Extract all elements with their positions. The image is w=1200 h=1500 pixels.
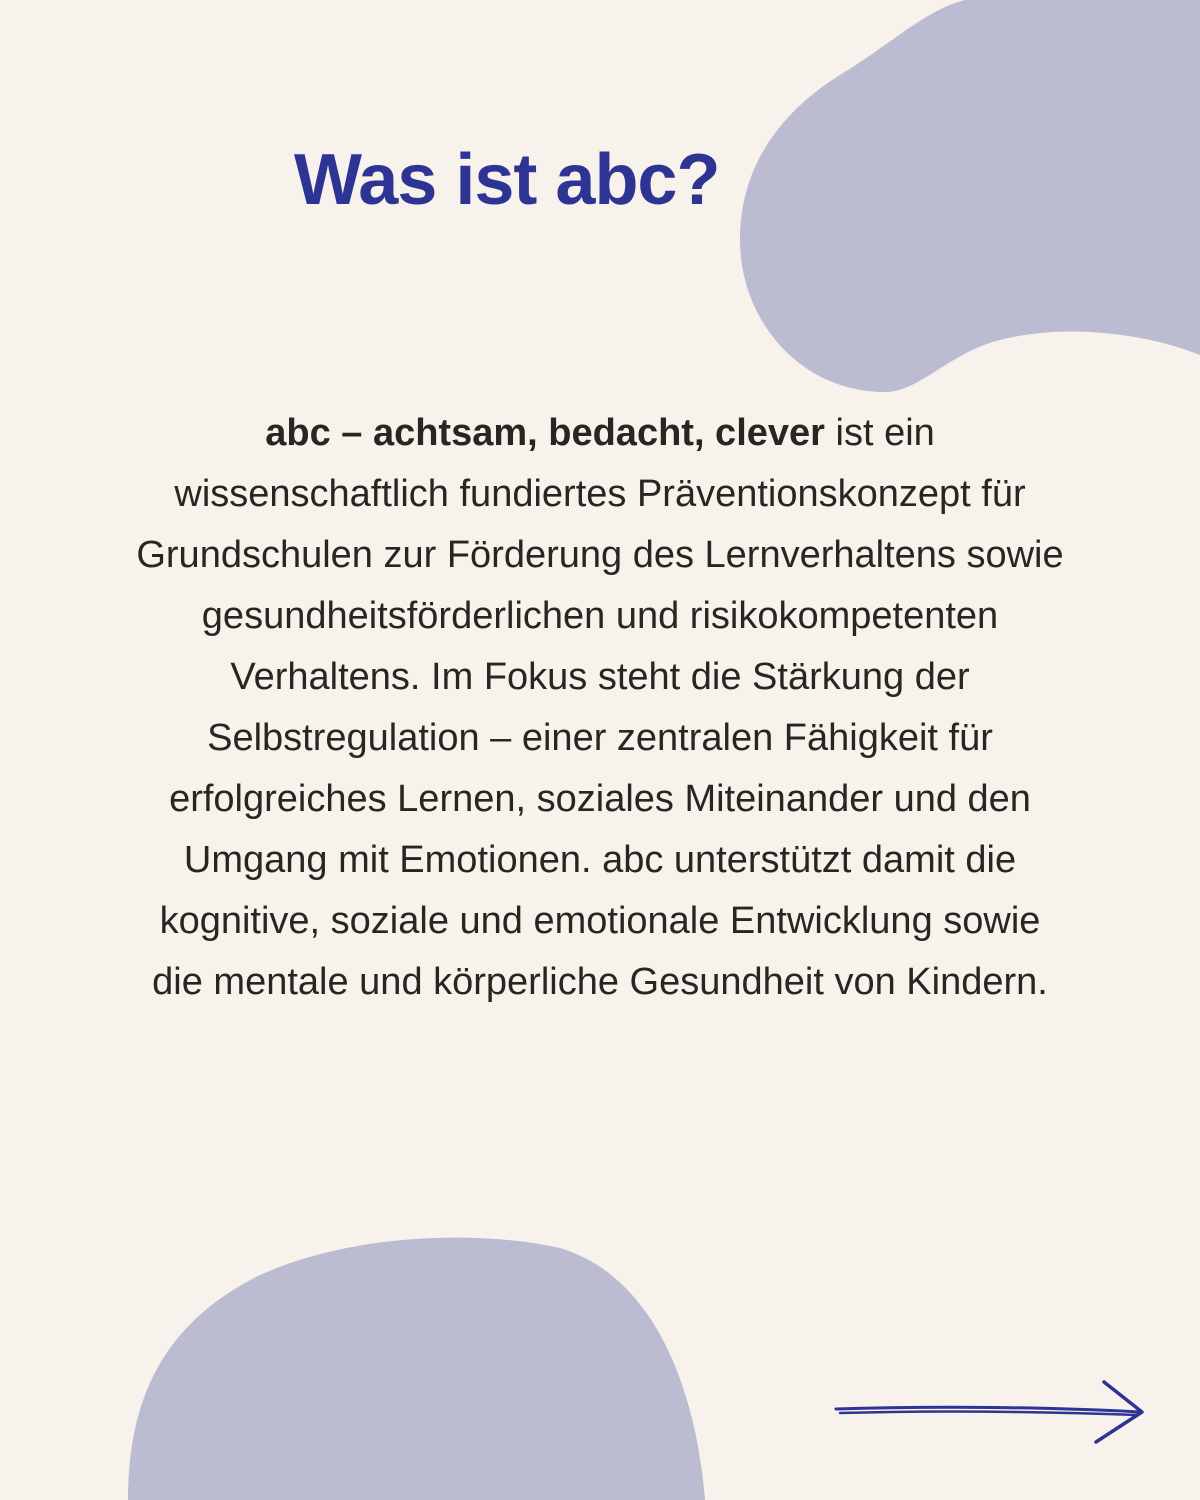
blob-top-right xyxy=(740,0,1200,392)
description-text xyxy=(130,403,1070,1013)
lead-text: abc – achtsam, bedacht, clever xyxy=(265,412,825,454)
arrow-right-icon[interactable] xyxy=(828,1376,1150,1448)
blob-bottom-left xyxy=(128,1238,705,1500)
arrow-strokes xyxy=(836,1382,1142,1442)
body-text: ist ein wissenschaftlich fundiertes Präventionskonzept für Grundschulen zur Förderung des Lernverhaltens sowie gesundheitsförderlichen und risikokompetenten Verhaltens. Im Fokus steht die Stärkung der Selbstregulation – einer zentralen Fähigkeit für erfolgreiches Lernen, soziales Miteinander und den Umgang mit Emotionen. abc unterstützt damit die kognitive, soziale und emotionale Entwicklung sowie die mentale und körperliche Gesundheit von Kindern. xyxy=(136,412,1064,1003)
page-title: Was ist abc? xyxy=(294,140,720,220)
